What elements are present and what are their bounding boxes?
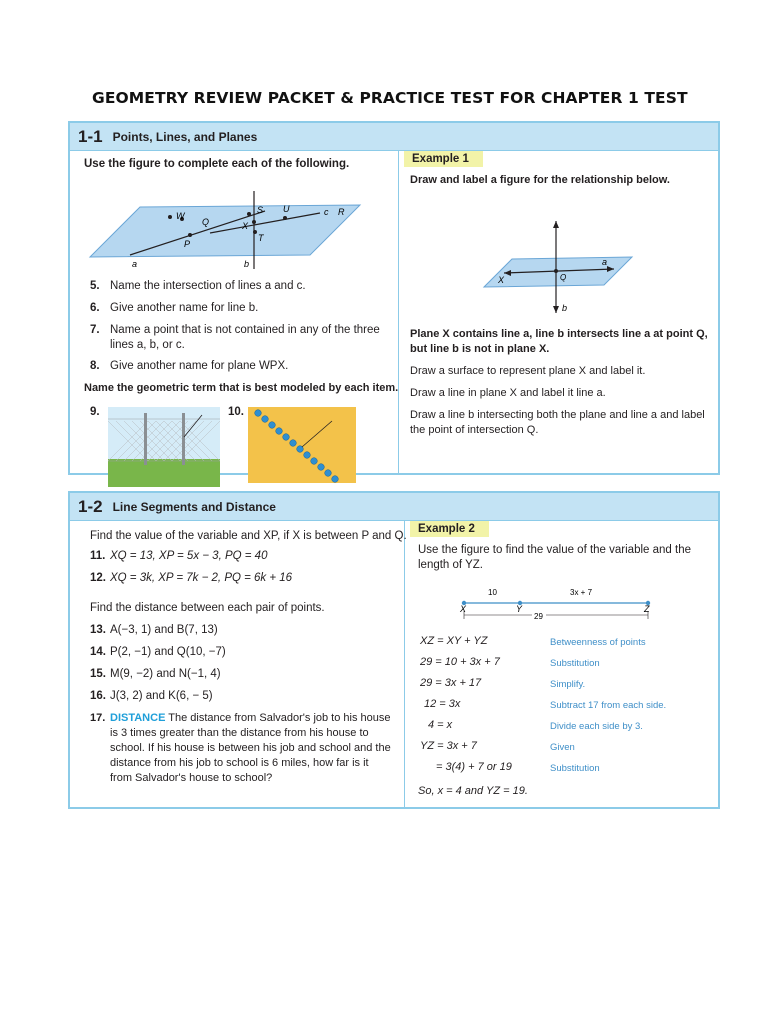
solution-step-5: 4 = x: [428, 719, 453, 731]
label-a: a: [132, 259, 138, 269]
lesson-number: 1-2: [78, 496, 103, 516]
question-16: [90, 689, 390, 704]
model-instruction: Name the geometric term that is best modeled by each item.: [84, 382, 399, 394]
solution-step-4: 12 = 3x: [424, 698, 461, 710]
question-text: Give another name for line b.: [110, 302, 259, 314]
page-title: GEOMETRY REVIEW PACKET & PRACTICE TEST FOR CHAPTER 1 TEST: [92, 89, 688, 107]
question-number: 5.: [90, 280, 100, 292]
segment-label-29: 29: [534, 612, 543, 621]
example-1-label: Example 1: [404, 151, 483, 167]
lesson-header: [70, 123, 718, 151]
question-5: [90, 279, 390, 294]
question-number: 17.: [90, 712, 106, 724]
label-W: W: [176, 211, 185, 221]
question-text: A(−3, 1) and B(7, 13): [110, 624, 218, 636]
segment-label-X: X: [460, 604, 467, 614]
solution-step-2: 29 = 10 + 3x + 7: [420, 656, 500, 668]
question-number: 11.: [90, 550, 106, 562]
question-text: M(9, −2) and N(−1, 4): [110, 668, 221, 680]
lesson-header: [70, 493, 718, 521]
lesson-title: Line Segments and Distance: [112, 499, 276, 514]
lesson-title: Points, Lines, and Planes: [112, 129, 258, 144]
fence-gate-image: [108, 407, 220, 487]
question-text: The distance from Salvador's job to his house is 3 times greater than the distance from his house to school. If his house is between his job and school and the distance from his job to school is 6 miles, how far is it from Salvador's house to school?: [110, 712, 391, 784]
segment-label-10: 10: [488, 588, 497, 597]
lesson-number: 1-1: [78, 126, 103, 146]
solution-reason-2: Substitution: [550, 658, 600, 669]
question-text: P(2, −1) and Q(10, −7): [110, 646, 226, 658]
question-number: 14.: [90, 646, 106, 658]
example-1-prompt: Draw and label a figure for the relationship below.: [410, 174, 670, 186]
example-1-step-2: Draw a line in plane X and label it line a.: [410, 387, 606, 399]
question-text: XQ = 3k, XP = 7k − 2, PQ = 6k + 16: [110, 572, 293, 584]
solution-step-6: YZ = 3x + 7: [420, 740, 477, 752]
distance-instruction: Find the distance between each pair of points.: [90, 602, 325, 614]
question-15: [90, 667, 390, 682]
solution-step-1: XZ = XY + YZ: [420, 635, 488, 647]
label-P: P: [184, 239, 191, 249]
segment-label-Y: Y: [516, 604, 523, 614]
solution-reason-6: Given: [550, 742, 575, 753]
example-2-label: Example 2: [410, 521, 489, 537]
lesson-1-1-panel: [68, 121, 720, 475]
label-Q: Q: [202, 217, 210, 227]
label-S: S: [257, 205, 264, 215]
plane-figure: [90, 177, 360, 277]
solution-reason-3: Simplify.: [550, 679, 586, 690]
question-number: 15.: [90, 668, 106, 680]
question-14: [90, 645, 390, 660]
example-1-label-a: a: [602, 257, 608, 267]
question-text: Give another name for plane WPX.: [110, 360, 289, 372]
label-T: T: [258, 233, 264, 243]
question-9-number: 9.: [90, 406, 100, 418]
question-number: 8.: [90, 360, 100, 372]
solution-step-7: = 3(4) + 7 or 19: [436, 761, 512, 773]
question-text: Name a point that is not contained in any of the three lines a, b, or c.: [110, 324, 380, 351]
solution-conclusion: So, x = 4 and YZ = 19.: [418, 785, 528, 797]
question-8: [90, 359, 390, 374]
example-1-label-Q: Q: [560, 273, 567, 282]
question-number: 16.: [90, 690, 106, 702]
question-text: J(3, 2) and K(6, − 5): [110, 690, 213, 702]
column-divider: [398, 151, 399, 475]
bead-string-image: [248, 407, 356, 483]
column-divider: [404, 521, 405, 809]
question-number: 12.: [90, 572, 106, 584]
solution-reason-7: Substitution: [550, 763, 600, 774]
question-7: [90, 323, 390, 353]
question-10-number: 10.: [228, 406, 244, 418]
question-11: [90, 549, 390, 564]
label-c: c: [324, 207, 329, 217]
example-2-prompt: Use the figure to find the value of the variable and the length of YZ.: [418, 544, 691, 571]
example-1-figure: [484, 221, 634, 313]
question-number: 13.: [90, 624, 106, 636]
question-number: 6.: [90, 302, 100, 314]
lesson-body: [70, 521, 718, 809]
lesson-1-2-panel: [68, 491, 720, 809]
solution-reason-4: Subtract 17 from each side.: [550, 700, 667, 711]
solution-reason-1: Betweenness of points: [550, 637, 646, 648]
example-1-label-X: X: [498, 275, 505, 285]
label-U: U: [283, 204, 290, 214]
label-b: b: [244, 259, 250, 269]
question-text: XQ = 13, XP = 5x − 3, PQ = 40: [110, 550, 268, 562]
question-17: [90, 711, 392, 786]
segment-figure: [458, 583, 658, 623]
question-13: [90, 623, 390, 638]
label-R: R: [338, 207, 345, 217]
segment-label-3x7: 3x + 7: [570, 588, 593, 597]
example-1-step-1: Draw a surface to represent plane X and label it.: [410, 365, 646, 377]
example-1-statement: Plane X contains line a, line b intersects line a at point Q, but line b is not in plane X.: [410, 328, 708, 355]
example-1-label-b: b: [562, 303, 568, 313]
question-12: [90, 571, 390, 586]
label-X: X: [242, 221, 249, 231]
lesson-body: [70, 151, 718, 475]
segment-label-Z: Z: [644, 604, 650, 614]
solution-reason-5: Divide each side by 3.: [550, 721, 643, 732]
question-6: [90, 301, 390, 316]
example-1-step-3: Draw a line b intersecting both the plane and line a and label the point of intersection Q.: [410, 409, 705, 436]
question-number: 7.: [90, 324, 100, 336]
instruction: Find the value of the variable and XP, if X is between P and Q.: [90, 530, 407, 542]
distance-keyword: DISTANCE: [110, 712, 166, 724]
solution-step-3: 29 = 3x + 17: [420, 677, 482, 689]
question-text: Name the intersection of lines a and c.: [110, 280, 306, 292]
instruction: Use the figure to complete each of the following.: [84, 158, 350, 170]
